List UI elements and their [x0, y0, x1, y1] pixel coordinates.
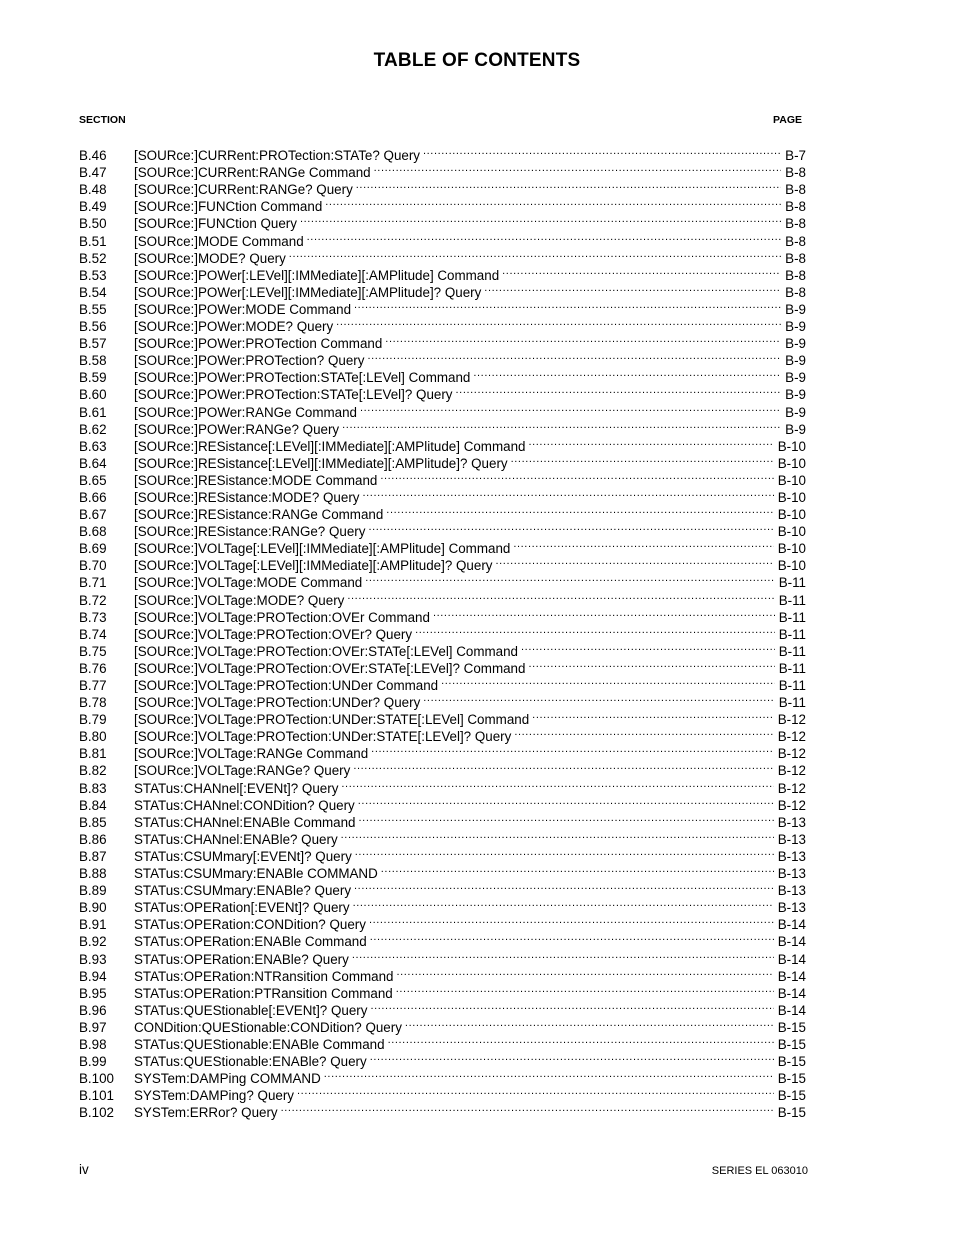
toc-entry-number: B.90: [79, 900, 107, 916]
toc-entry-number: B.54: [79, 284, 107, 300]
toc-entry-page: B-8: [785, 165, 806, 181]
dot-leader: [336, 314, 781, 331]
toc-entry-title: STATus:OPERation:PTRansition Command: [134, 985, 393, 1001]
toc-entry-number: B.96: [79, 1002, 107, 1018]
toc-entry-page: B-11: [778, 575, 806, 591]
dot-leader: [456, 382, 782, 399]
toc-entry-title: [SOURce:]POWer:PROTection:STATe[:LEVel] Command: [134, 370, 471, 386]
toc-entry-page: B-14: [777, 917, 806, 933]
toc-entry-title: [SOURce:]VOLTage[:LEVel][:IMMediate][:AMPlitude]? Query: [134, 558, 493, 574]
toc-entry-page: B-14: [777, 985, 806, 1001]
toc-entry-page: B-10: [777, 558, 806, 574]
toc-entry-title: [SOURce:]POWer[:LEVel][:IMMediate][:AMPlitude] Command: [134, 267, 500, 283]
toc-entry-page: B-13: [777, 848, 806, 864]
toc-entry-title: [SOURce:]RESistance:MODE? Query: [134, 489, 360, 505]
toc-entry-title: [SOURce:]VOLTage:MODE? Query: [134, 592, 345, 608]
toc-entry-page: B-8: [785, 216, 806, 232]
toc-entry-title: [SOURce:]VOLTage:PROTection:OVEr:STATe[:LEVel] Command: [134, 643, 519, 659]
dot-leader: [355, 844, 774, 861]
toc-entry-title: STATus:OPERation[:EVENt]? Query: [134, 900, 350, 916]
toc-entry-title: [SOURce:]POWer:PROTection Command: [134, 336, 383, 352]
toc-entry-page: B-12: [777, 729, 806, 745]
dot-leader: [370, 998, 773, 1015]
toc-entry-number: B.55: [79, 301, 107, 317]
toc-entry-number: B.65: [79, 472, 107, 488]
toc-entry-page: B-14: [777, 1002, 806, 1018]
toc-entry-page: B-12: [777, 780, 806, 796]
toc-entry-page: B-15: [777, 1088, 806, 1104]
toc-entry-title: STATus:QUEStionable:ENABle? Query: [134, 1054, 367, 1070]
toc-entry-number: B.49: [79, 199, 107, 215]
toc-entry-number: B.57: [79, 336, 107, 352]
dot-leader: [368, 519, 773, 536]
toc-entry-title: STATus:OPERation:ENABle Command: [134, 934, 367, 950]
toc-entry-number: B.76: [79, 660, 107, 676]
dot-leader: [521, 639, 775, 656]
toc-entry-title: CONDition:QUEStionable:CONDition? Query: [134, 1019, 402, 1035]
dot-leader: [359, 810, 774, 827]
toc-entry-number: B.58: [79, 353, 107, 369]
dot-leader: [528, 434, 773, 451]
toc-entry-title: [SOURce:]POWer:MODE Command: [134, 301, 352, 317]
toc-entry-number: B.59: [79, 370, 107, 386]
toc-entry-page: B-9: [785, 336, 806, 352]
dot-leader: [354, 297, 781, 314]
toc-entry-number: B.53: [79, 267, 107, 283]
toc-entry-title: STATus:CHANnel:ENABle Command: [134, 814, 356, 830]
dot-leader: [484, 280, 781, 297]
dot-leader: [297, 1083, 774, 1100]
dot-leader: [388, 1032, 774, 1049]
dot-leader: [371, 741, 774, 758]
toc-entry-page: B-13: [777, 883, 806, 899]
toc-entry-title: STATus:OPERation:ENABle? Query: [134, 951, 349, 967]
dot-leader: [532, 707, 774, 724]
toc-entry-number: B.66: [79, 489, 107, 505]
section-column-header: SECTION: [79, 114, 126, 126]
toc-entry-page: B-12: [777, 797, 806, 813]
dot-leader: [374, 160, 782, 177]
dot-leader: [289, 246, 781, 263]
dot-leader: [495, 553, 773, 570]
page-title: TABLE OF CONTENTS: [373, 50, 581, 71]
toc-entry[interactable]: [79, 143, 806, 164]
toc-entry-page: B-10: [777, 455, 806, 471]
page-column-header: PAGE: [773, 114, 802, 126]
toc-entry-title: STATus:OPERation:NTRansition Command: [134, 968, 394, 984]
toc-entry-number: B.99: [79, 1054, 107, 1070]
toc-entry-page: B-11: [778, 643, 806, 659]
toc-entry-page: B-9: [785, 421, 806, 437]
toc-entry-page: B-11: [778, 678, 806, 693]
toc-entry-number: B.71: [79, 575, 107, 591]
toc-entry-title: [SOURce:]CURRent:PROTection:STATe? Query: [134, 148, 420, 164]
toc-entry-title: STATus:CSUMmary:ENABle COMMAND: [134, 866, 378, 882]
toc-entry-page: B-8: [785, 267, 806, 283]
footer-series: SERIES EL 063010: [711, 1165, 808, 1177]
toc-entry-number: B.67: [79, 507, 107, 523]
toc-entry-title: STATus:CHANnel[:EVENt]? Query: [134, 780, 339, 796]
toc-entry-title: [SOURce:]POWer:PROTection? Query: [134, 353, 365, 369]
dot-leader: [362, 485, 773, 502]
dot-leader: [385, 331, 781, 348]
dot-leader: [423, 690, 774, 707]
dot-leader: [352, 946, 774, 963]
toc-entry-page: B-9: [785, 319, 806, 335]
toc-entry-title: [SOURce:]FUNCtion Query: [134, 216, 297, 232]
dot-leader: [369, 912, 774, 929]
toc-entry-title: [SOURce:]POWer[:LEVel][:IMMediate][:AMPlitude]? Query: [134, 284, 482, 300]
toc-entry-page: B-9: [785, 387, 806, 403]
toc-entry-number: B.102: [79, 1105, 114, 1121]
toc-entry-title: [SOURce:]CURRent:RANGe? Query: [134, 182, 353, 198]
toc-entry-title: [SOURce:]VOLTage:PROTection:UNDer? Query: [134, 695, 421, 711]
dot-leader: [365, 570, 774, 587]
toc-entry-number: B.69: [79, 541, 107, 557]
toc-entry-number: B.97: [79, 1019, 107, 1035]
toc-entry-page: B-14: [777, 968, 806, 984]
toc-entry-number: B.47: [79, 165, 107, 181]
dot-leader: [513, 536, 773, 553]
toc-entry-title: [SOURce:]VOLTage:PROTection:UNDer Command: [134, 678, 439, 693]
toc-entry-page: B-8: [785, 233, 806, 249]
toc-entry-number: B.101: [79, 1088, 114, 1104]
toc-entry-number: B.84: [79, 797, 107, 813]
toc-entry-number: B.91: [79, 917, 107, 933]
dot-leader: [370, 1049, 774, 1066]
toc-entry-title: [SOURce:]RESistance[:LEVel][:IMMediate][:AMPlitude] Command: [134, 438, 526, 454]
toc-entry-page: B-15: [777, 1054, 806, 1070]
toc-entry-title: [SOURce:]RESistance[:LEVel][:IMMediate][:AMPlitude]? Query: [134, 455, 508, 471]
toc-entry-page: B-9: [785, 404, 806, 420]
toc-entry-title: [SOURce:]VOLTage:PROTection:OVEr? Query: [134, 626, 413, 642]
dot-leader: [300, 211, 781, 228]
toc-entry-number: B.68: [79, 524, 107, 540]
dot-leader: [433, 605, 775, 622]
toc-entry-title: [SOURce:]FUNCtion Command: [134, 199, 323, 215]
toc-entry-page: B-12: [777, 712, 806, 728]
toc-entry-title: STATus:OPERation:CONDition? Query: [134, 917, 366, 933]
toc-entry-number: B.95: [79, 985, 107, 1001]
toc-entry-page: B-7: [785, 148, 806, 164]
toc-entry-page: B-15: [777, 1036, 806, 1052]
toc-entry-number: B.62: [79, 421, 107, 437]
toc-entry-number: B.63: [79, 438, 107, 454]
toc-entry-number: B.83: [79, 780, 107, 796]
toc-entry-page: B-10: [777, 489, 806, 505]
toc-entry-number: B.88: [79, 866, 107, 882]
toc-entry-title: STATus:QUEStionable:ENABle Command: [134, 1036, 385, 1052]
dot-leader: [441, 673, 775, 690]
toc-entry-title: [SOURce:]VOLTage:MODE Command: [134, 575, 363, 591]
toc-entry-page: B-11: [778, 660, 806, 676]
toc-entry-number: B.72: [79, 592, 107, 608]
toc-entry-page: B-10: [777, 507, 806, 523]
toc-entry-page: B-12: [777, 763, 806, 779]
toc-entry-title: [SOURce:]VOLTage:PROTection:UNDer:STATE[:LEVel]? Query: [134, 729, 512, 745]
dot-leader: [370, 929, 774, 946]
toc-entry-number: B.81: [79, 746, 107, 762]
dot-leader: [307, 228, 782, 245]
toc-entry-page: B-11: [778, 695, 806, 711]
toc-entry-number: B.60: [79, 387, 107, 403]
toc-entry-title: SYSTem:DAMPing? Query: [134, 1088, 295, 1104]
toc-entry-title: STATus:CSUMmary:ENABle? Query: [134, 883, 352, 899]
toc-entry-page: B-10: [777, 541, 806, 557]
toc-entry-title: SYSTem:ERRor? Query: [134, 1105, 278, 1121]
dot-leader: [367, 348, 781, 365]
dot-leader: [405, 1015, 774, 1032]
toc-entry-number: B.92: [79, 934, 107, 950]
toc-entry-title: STATus:CSUMmary[:EVENt]? Query: [134, 848, 352, 864]
dot-leader: [347, 587, 774, 604]
dot-leader: [342, 417, 781, 434]
toc-entry-number: B.98: [79, 1036, 107, 1052]
dot-leader: [396, 981, 774, 998]
toc-entry-title: [SOURce:]RESistance:RANGe? Query: [134, 524, 366, 540]
toc-entry-page: B-8: [785, 199, 806, 215]
toc-entry-number: B.73: [79, 609, 107, 625]
toc-entry-number: B.77: [79, 678, 107, 693]
toc-entry-title: [SOURce:]VOLTage:PROTection:UNDer:STATE[:LEVel] Command: [134, 712, 530, 728]
toc-entry-number: B.78: [79, 695, 107, 711]
toc-entry-number: B.46: [79, 148, 107, 164]
toc-entry-page: B-14: [777, 951, 806, 967]
dot-leader: [514, 724, 773, 741]
toc-entry-title: [SOURce:]CURRent:RANGe Command: [134, 165, 371, 181]
toc-entry-title: [SOURce:]POWer:RANGe Command: [134, 404, 357, 420]
toc-entry-page: B-14: [777, 934, 806, 950]
toc-entry-title: SYSTem:DAMPing COMMAND: [134, 1071, 321, 1087]
toc-entry-page: B-15: [777, 1105, 806, 1121]
toc-entry-number: B.89: [79, 883, 107, 899]
dot-leader: [528, 656, 774, 673]
dot-leader: [356, 177, 781, 194]
toc-entry-title: [SOURce:]VOLTage:RANGe Command: [134, 746, 369, 762]
toc-entry-page: B-9: [785, 370, 806, 386]
toc-entry-title: [SOURce:]RESistance:RANGe Command: [134, 507, 384, 523]
toc-list: [79, 143, 806, 1121]
toc-entry-page: B-13: [777, 866, 806, 882]
toc-entry-page: B-13: [777, 900, 806, 916]
dot-leader: [358, 793, 774, 810]
dot-leader: [325, 194, 781, 211]
toc-entry-number: B.50: [79, 216, 107, 232]
toc-entry-number: B.82: [79, 763, 107, 779]
dot-leader: [380, 468, 773, 485]
toc-entry-page: B-10: [777, 472, 806, 488]
toc-entry-page: B-8: [785, 250, 806, 266]
toc-entry-title: STATus:CHANnel:CONDition? Query: [134, 797, 355, 813]
dot-leader: [341, 827, 774, 844]
toc-entry-title: [SOURce:]POWer:PROTection:STATe[:LEVel]? Query: [134, 387, 453, 403]
toc-entry-page: B-8: [785, 284, 806, 300]
toc-entry-number: B.64: [79, 455, 107, 471]
toc-entry-title: [SOURce:]POWer:MODE? Query: [134, 319, 334, 335]
toc-entry-title: [SOURce:]VOLTage:RANGe? Query: [134, 763, 351, 779]
toc-entry-page: B-9: [785, 301, 806, 317]
toc-entry-page: B-15: [777, 1019, 806, 1035]
dot-leader: [381, 861, 774, 878]
toc-entry-title: [SOURce:]RESistance:MODE Command: [134, 472, 378, 488]
toc-entry-number: B.85: [79, 814, 107, 830]
toc-entry-page: B-13: [777, 831, 806, 847]
toc-entry-page: B-15: [777, 1071, 806, 1087]
toc-entry-title: [SOURce:]VOLTage:PROTection:OVEr:STATe[:LEVel]? Command: [134, 660, 526, 676]
dot-leader: [353, 758, 773, 775]
toc-entry-title: STATus:CHANnel:ENABle? Query: [134, 831, 338, 847]
dot-leader: [281, 1100, 774, 1117]
toc-entry-page: B-11: [778, 592, 806, 608]
toc-entry-title: [SOURce:]MODE Command: [134, 233, 304, 249]
dot-leader: [360, 399, 781, 416]
toc-entry-number: B.100: [79, 1071, 114, 1087]
toc-entry-number: B.80: [79, 729, 107, 745]
dot-leader: [324, 1066, 774, 1083]
toc-entry-title: [SOURce:]VOLTage:PROTection:OVEr Command: [134, 609, 430, 625]
toc-entry-page: B-9: [785, 353, 806, 369]
toc-entry-number: B.74: [79, 626, 107, 642]
toc-entry-page: B-10: [777, 524, 806, 540]
dot-leader: [415, 622, 775, 639]
toc-entry-number: B.75: [79, 643, 107, 659]
toc-entry-title: [SOURce:]VOLTage[:LEVel][:IMMediate][:AMPlitude] Command: [134, 541, 511, 557]
footer-page-number: iv: [79, 1162, 89, 1177]
toc-entry-number: B.61: [79, 404, 107, 420]
dot-leader: [353, 895, 774, 912]
toc-entry-number: B.87: [79, 848, 107, 864]
dot-leader: [354, 878, 774, 895]
toc-entry-number: B.51: [79, 233, 107, 249]
toc-entry-page: B-13: [777, 814, 806, 830]
toc-entry-number: B.79: [79, 712, 107, 728]
dot-leader: [511, 451, 774, 468]
toc-entry-number: B.52: [79, 250, 107, 266]
toc-entry-title: [SOURce:]POWer:RANGe? Query: [134, 421, 340, 437]
dot-leader: [386, 502, 773, 519]
toc-entry-page: B-10: [777, 438, 806, 454]
toc-entry-page: B-12: [777, 746, 806, 762]
dot-leader: [341, 775, 773, 792]
dot-leader: [423, 143, 781, 160]
toc-entry-number: B.56: [79, 319, 107, 335]
toc-entry-number: B.94: [79, 968, 107, 984]
toc-entry-page: B-11: [778, 626, 806, 642]
toc-entry-number: B.86: [79, 831, 107, 847]
dot-leader: [396, 964, 773, 981]
dot-leader: [473, 365, 781, 382]
toc-entry-title: STATus:QUEStionable[:EVENt]? Query: [134, 1002, 368, 1018]
toc-entry-page: B-8: [785, 182, 806, 198]
toc-entry-number: B.48: [79, 182, 107, 198]
toc-entry-number: B.93: [79, 951, 107, 967]
dot-leader: [502, 263, 781, 280]
toc-entry-title: [SOURce:]MODE? Query: [134, 250, 286, 266]
toc-entry-page: B-11: [778, 609, 806, 625]
toc-entry-number: B.70: [79, 558, 107, 574]
